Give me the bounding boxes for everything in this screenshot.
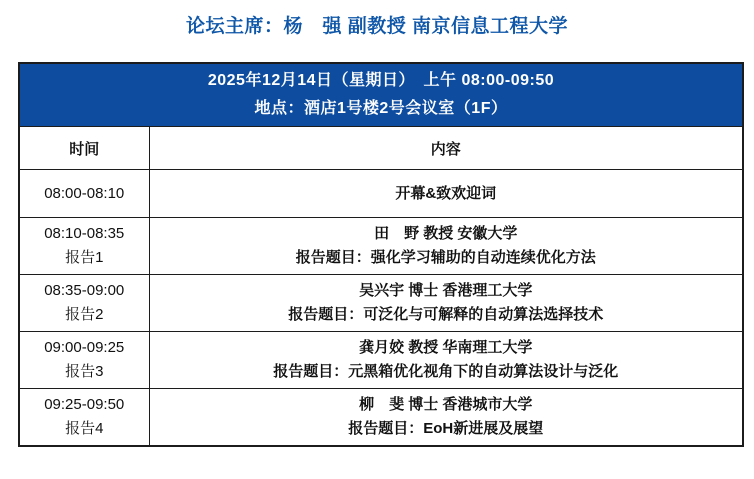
- slot-line2: 报告题目：强化学习辅助的自动连续优化方法: [295, 249, 596, 266]
- content-cell: [149, 275, 743, 332]
- table-row: [19, 170, 743, 218]
- slot-time: 08:10-08:35: [44, 225, 125, 242]
- content-cell: [149, 218, 743, 275]
- slot-line1: 开幕&致欢迎词: [395, 184, 497, 202]
- slot-line1: 龚月姣 教授 华南理工大学: [359, 339, 533, 356]
- session-header-row: [19, 63, 743, 127]
- table-row: [19, 332, 743, 389]
- slot-line1: 田 野 教授 安徽大学: [374, 225, 518, 242]
- table-row: [19, 218, 743, 275]
- content-cell: [149, 170, 743, 218]
- time-cell: [19, 170, 149, 218]
- schedule-head: [19, 63, 743, 170]
- page-title: 论坛主席：杨 强 副教授 南京信息工程大学: [185, 16, 569, 37]
- schedule-body: [19, 170, 743, 446]
- time-cell: [19, 332, 149, 389]
- slot-line1: 吴兴宇 博士 香港理工大学: [359, 282, 533, 299]
- slot-label: 报告3: [65, 363, 104, 380]
- table-row: [19, 389, 743, 446]
- slot-label: 报告2: [65, 306, 104, 323]
- slot-time: 08:35-09:00: [44, 282, 125, 299]
- page: [0, 11, 754, 479]
- column-header-content: 内容: [149, 127, 743, 170]
- slot-line1: 柳 斐 博士 香港城市大学: [359, 395, 533, 413]
- slot-label: 报告4: [65, 419, 104, 437]
- content-cell: [149, 332, 743, 389]
- slot-time: 09:00-09:25: [44, 339, 125, 356]
- column-header-row: [19, 127, 743, 170]
- table-row: [19, 275, 743, 332]
- session-header: [19, 63, 743, 127]
- slot-time: 08:00-08:10: [44, 184, 125, 202]
- slot-label: 报告1: [65, 249, 104, 266]
- time-cell: [19, 389, 149, 446]
- slot-line2: 报告题目：可泛化与可解释的自动算法选择技术: [288, 306, 604, 323]
- slot-time: 09:25-09:50: [44, 395, 125, 413]
- content-cell: [149, 389, 743, 446]
- column-header-time: 时间: [19, 127, 149, 170]
- schedule-table: [18, 62, 744, 447]
- slot-line2: 报告题目：EoH新进展及展望: [348, 419, 544, 437]
- slot-line2: 报告题目：元黑箱优化视角下的自动算法设计与泛化: [273, 363, 619, 380]
- session-location: 地点：酒店1号楼2号会议室（1F）: [254, 100, 508, 117]
- time-cell: [19, 275, 149, 332]
- session-datetime: 2025年12月14日（星期日） 上午 08:00-09:50: [207, 72, 555, 89]
- time-cell: [19, 218, 149, 275]
